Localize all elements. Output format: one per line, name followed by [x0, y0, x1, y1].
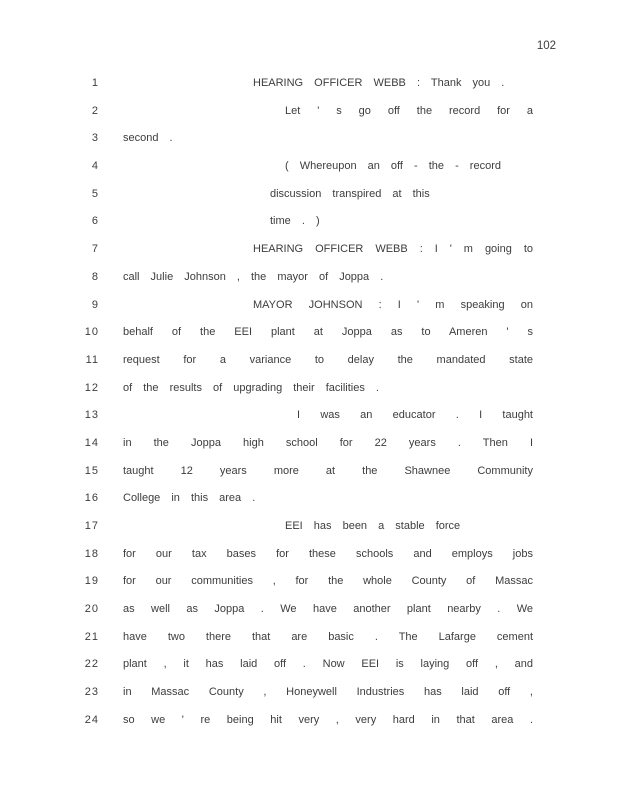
line-text: so we ' re being hit very , very hard in that area .: [123, 713, 533, 726]
transcript-line: [0, 264, 618, 292]
transcript-line: [0, 98, 618, 126]
line-text: taught 12 years more at the Shawnee Community: [123, 464, 533, 477]
line-text: request for a variance to delay the mandated state: [123, 353, 533, 366]
line-number: 10: [84, 326, 99, 339]
line-number: 14: [84, 436, 99, 449]
transcript-line: [0, 458, 618, 486]
transcript-line: [0, 651, 618, 679]
line-number: 24: [84, 713, 99, 726]
line-text: discussion transpired at this: [270, 187, 430, 200]
line-text: for our tax bases for these schools and employs jobs: [123, 547, 533, 560]
line-text: for our communities , for the whole County of Massac: [123, 575, 533, 588]
line-number: 15: [84, 464, 99, 477]
transcript-line: [0, 153, 618, 181]
transcript-line: [0, 513, 618, 541]
line-text: College in this area .: [123, 492, 256, 505]
line-text: of the results of upgrading their facilities .: [123, 381, 379, 394]
transcript-line: [0, 541, 618, 569]
line-text: HEARING OFFICER WEBB : Thank you .: [253, 77, 505, 89]
line-number: 2: [91, 104, 99, 117]
line-number: 4: [91, 160, 99, 173]
transcript-line: [0, 485, 618, 513]
transcript-line: [0, 347, 618, 375]
line-number: 13: [84, 409, 99, 422]
line-text: plant , it has laid off . Now EEI is laying off , and: [123, 658, 533, 671]
transcript-line: [0, 707, 618, 735]
transcript-line: [0, 624, 618, 652]
line-text: in Massac County , Honeywell Industries has laid off ,: [123, 686, 533, 699]
line-text: call Julie Johnson , the mayor of Joppa .: [123, 270, 384, 283]
transcript-line: [0, 375, 618, 403]
line-text: time . ): [270, 215, 320, 228]
line-text: MAYOR JOHNSON : I ' m speaking on: [253, 298, 533, 311]
line-number: 6: [91, 215, 99, 228]
line-number: 22: [84, 658, 99, 671]
transcript-body: [0, 70, 618, 735]
line-number: 19: [84, 575, 99, 588]
line-number: 11: [85, 353, 99, 366]
transcript-line: [0, 430, 618, 458]
transcript-line: [0, 292, 618, 320]
line-text: in the Joppa high school for 22 years . Then I: [123, 436, 533, 449]
line-number: 16: [84, 492, 99, 505]
line-number: 9: [91, 298, 99, 311]
line-number: 12: [84, 381, 99, 394]
transcript-line: [0, 568, 618, 596]
line-text: HEARING OFFICER WEBB : I ' m going to: [253, 243, 533, 256]
line-number: 1: [91, 77, 99, 89]
line-number: 18: [84, 547, 99, 560]
transcript-line: [0, 679, 618, 707]
line-number: 3: [91, 132, 99, 145]
line-text: ( Whereupon an off - the - record: [285, 160, 501, 173]
transcript-line: [0, 70, 618, 98]
transcript-line: [0, 596, 618, 624]
transcript-line: [0, 181, 618, 209]
line-number: 7: [91, 243, 99, 256]
line-text: I was an educator . I taught: [297, 409, 533, 422]
page-number: 102: [536, 40, 556, 52]
line-number: 20: [84, 603, 99, 616]
transcript-line: [0, 319, 618, 347]
line-text: have two there that are basic . The Lafarge cement: [123, 630, 533, 643]
transcript-line: [0, 208, 618, 236]
transcript-line: [0, 125, 618, 153]
line-text: second .: [123, 132, 173, 145]
line-text: EEI has been a stable force: [285, 520, 461, 532]
line-number: 17: [84, 520, 99, 532]
line-number: 8: [91, 270, 99, 283]
transcript-line: [0, 402, 618, 430]
line-text: Let ' s go off the record for a: [285, 104, 533, 117]
line-number: 23: [84, 686, 99, 699]
line-number: 5: [91, 187, 99, 200]
line-number: 21: [84, 630, 99, 643]
line-text: behalf of the EEI plant at Joppa as to Ameren ' s: [123, 326, 533, 339]
line-text: as well as Joppa . We have another plant nearby . We: [123, 603, 533, 616]
transcript-line: [0, 236, 618, 264]
